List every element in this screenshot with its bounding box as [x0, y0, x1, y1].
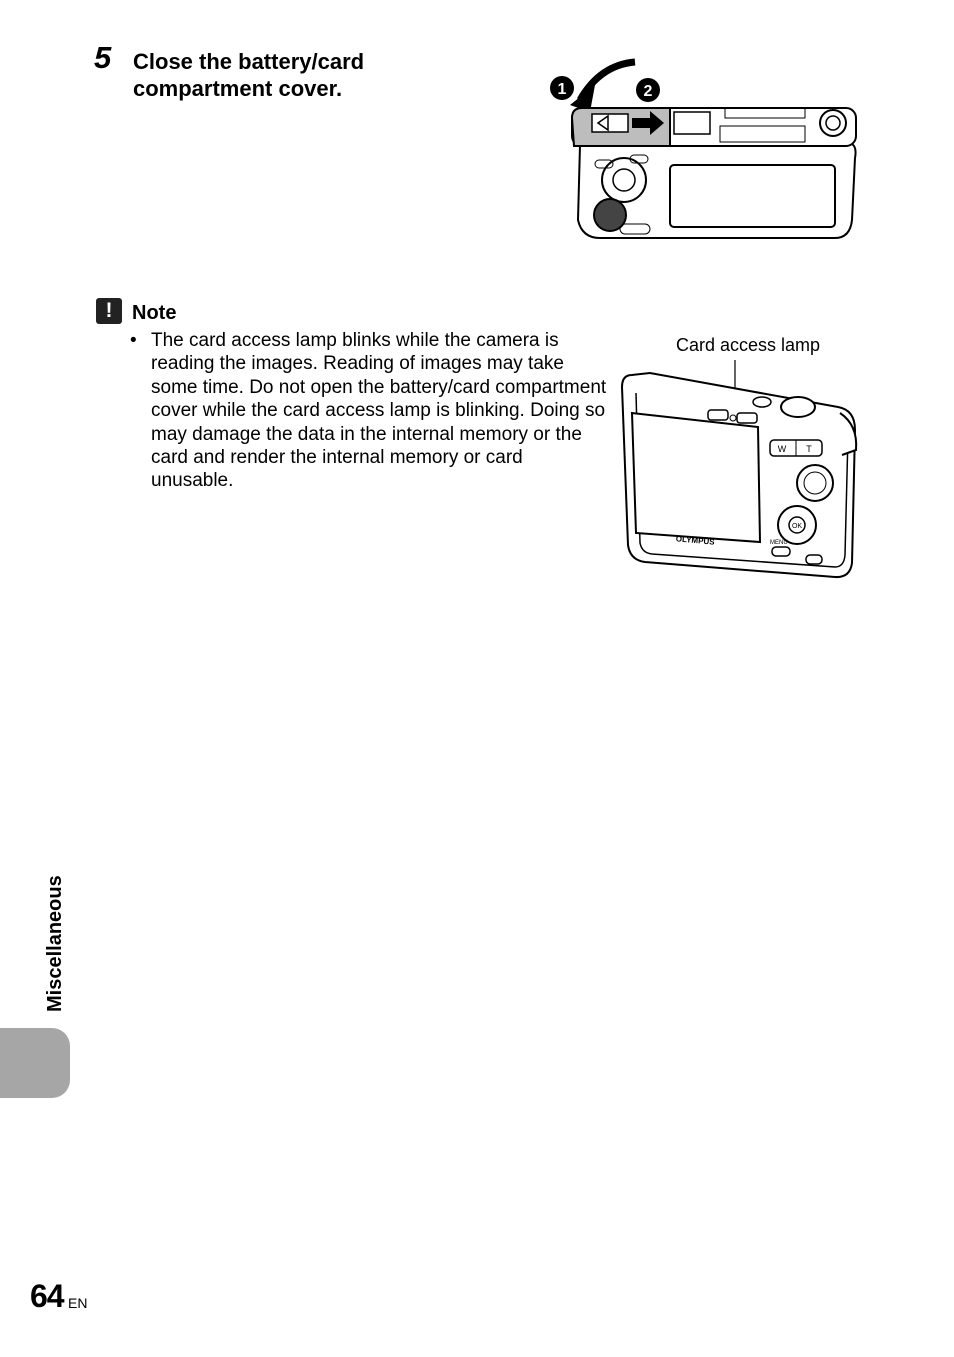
zoom-tele-label: T: [806, 444, 812, 454]
warning-icon: !: [96, 298, 122, 324]
step-title: Close the battery/card compartment cover.: [133, 49, 365, 101]
note-title: Note: [132, 302, 177, 324]
callout-1: 1: [557, 81, 567, 98]
page-language: EN: [68, 1295, 88, 1311]
note-text: The card access lamp blinks while the camera is reading the images. Reading of images may take some time. Do not open the battery/card compartment cover while the card access lamp is blinking. Doing so may damage the data in the internal memory or the card and render the internal memory or card unusable.: [151, 330, 607, 492]
bullet-marker: •: [130, 330, 137, 351]
menu-label: MENU: [770, 540, 788, 546]
section-label: Miscellaneous: [44, 875, 66, 1012]
ok-label: OK: [791, 523, 803, 530]
page-number: 64: [30, 1278, 64, 1314]
card-access-lamp-caption: Card access lamp: [676, 335, 821, 355]
camera-back-illustration: [610, 355, 870, 590]
battery-cover-illustration: [540, 50, 870, 250]
step-number: 5: [94, 40, 112, 75]
zoom-wide-label: W: [777, 444, 787, 454]
brand-logo: OLYMPUS: [675, 534, 715, 547]
section-tab: [0, 1028, 70, 1098]
callout-2: 2: [643, 83, 653, 100]
note-body: [130, 329, 610, 493]
